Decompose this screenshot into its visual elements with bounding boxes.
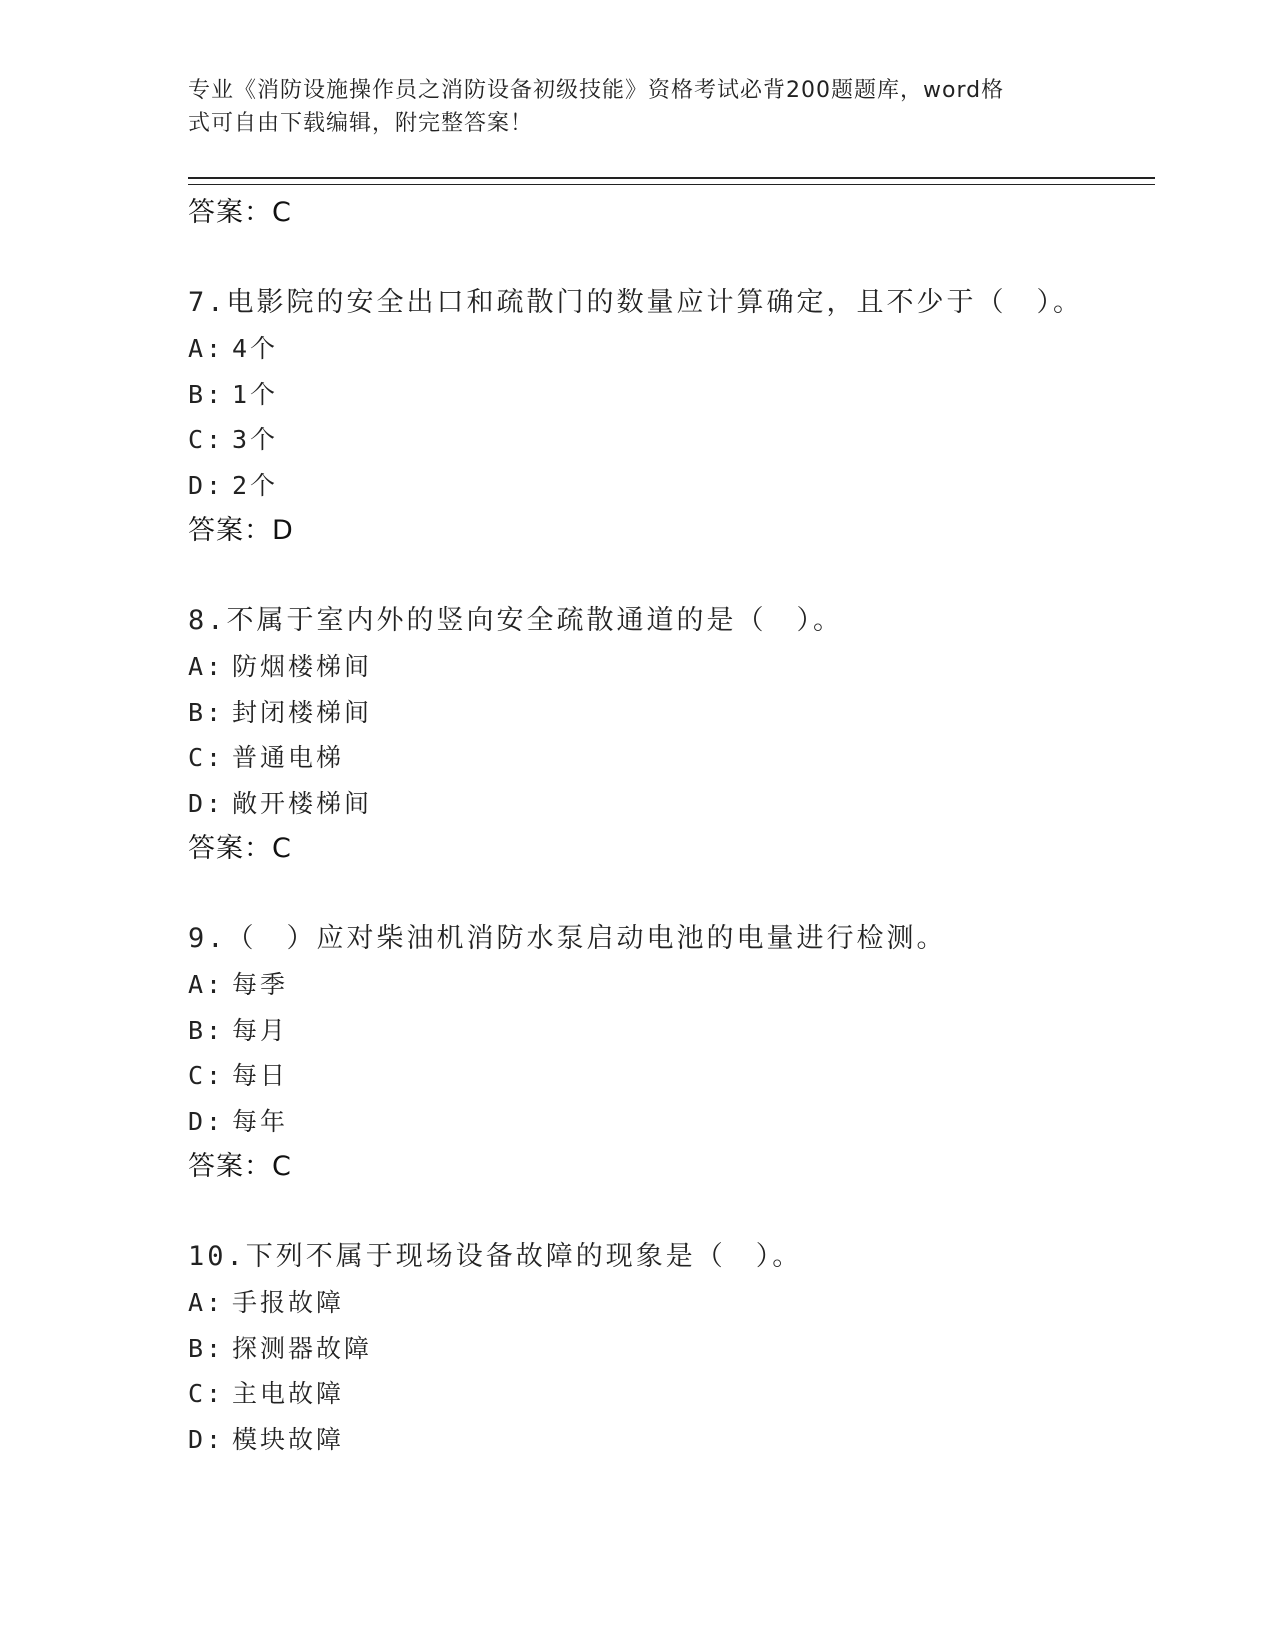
option-key: D:	[188, 470, 225, 500]
option-a	[188, 326, 1148, 372]
option-c	[188, 417, 1148, 463]
option-text: 2个	[232, 470, 279, 500]
option-text: 3个	[232, 425, 279, 454]
question-block	[188, 1234, 1148, 1462]
option-b	[188, 690, 1148, 736]
question-block	[188, 598, 1148, 872]
option-key: A:	[188, 652, 225, 681]
option-b	[188, 1326, 1148, 1372]
option-d	[188, 1417, 1148, 1463]
answer-line: 答案：C	[188, 833, 292, 864]
document-header	[188, 74, 1068, 140]
option-key: D:	[188, 1106, 225, 1136]
option-text: 每年	[232, 1106, 289, 1136]
option-b	[188, 1008, 1148, 1054]
question-title: 10.下列不属于现场设备故障的现象是（ ）。	[188, 1241, 803, 1272]
option-key: C:	[188, 1061, 225, 1090]
question-block	[188, 916, 1148, 1190]
option-key: D:	[188, 788, 225, 818]
option-c	[188, 735, 1148, 781]
answer-line: 答案：C	[188, 197, 292, 228]
option-a	[188, 644, 1148, 690]
answer-line: 答案：C	[188, 1151, 292, 1182]
option-text: 普通电梯	[232, 743, 345, 772]
header-line-1: 专业《消防设施操作员之消防设备初级技能》资格考试必背200题题库，word格	[188, 78, 1005, 103]
question-title: 9.（ ）应对柴油机消防水泵启动电池的电量进行检测。	[188, 923, 947, 954]
option-key: A:	[188, 970, 225, 999]
header-line-2: 式可自由下载编辑，附完整答案！	[188, 111, 534, 136]
option-key: C:	[188, 425, 225, 454]
option-c	[188, 1053, 1148, 1099]
option-text: 4个	[232, 334, 279, 363]
option-text: 封闭楼梯间	[232, 697, 373, 727]
option-a	[188, 962, 1148, 1008]
option-key: B:	[188, 1015, 225, 1045]
header-divider-thick	[188, 177, 1155, 179]
option-text: 探测器故障	[232, 1333, 373, 1363]
option-key: B:	[188, 697, 225, 727]
option-d	[188, 1099, 1148, 1145]
option-text: 敞开楼梯间	[232, 788, 373, 818]
option-a	[188, 1280, 1148, 1326]
option-text: 防烟楼梯间	[232, 652, 373, 681]
answer-line: 答案：D	[188, 515, 294, 546]
option-text: 主电故障	[232, 1379, 345, 1408]
option-text: 每月	[232, 1015, 289, 1045]
option-key: C:	[188, 1379, 225, 1408]
option-key: A:	[188, 334, 225, 363]
question-content	[188, 190, 1148, 1462]
option-b	[188, 372, 1148, 418]
option-key: B:	[188, 1333, 225, 1363]
option-text: 手报故障	[232, 1288, 345, 1317]
question-title: 8.不属于室内外的竖向安全疏散通道的是（ ）。	[188, 605, 844, 636]
option-key: C:	[188, 743, 225, 772]
header-divider-thin	[188, 184, 1155, 185]
question-block	[188, 280, 1148, 554]
option-text: 模块故障	[232, 1424, 345, 1454]
option-key: B:	[188, 379, 225, 409]
option-key: A:	[188, 1288, 225, 1317]
option-d	[188, 463, 1148, 509]
option-d	[188, 781, 1148, 827]
option-key: D:	[188, 1424, 225, 1454]
option-c	[188, 1371, 1148, 1417]
option-text: 每日	[232, 1061, 289, 1090]
option-text: 1个	[232, 379, 279, 409]
option-text: 每季	[232, 970, 289, 999]
question-title: 7.电影院的安全出口和疏散门的数量应计算确定，且不少于（ ）。	[188, 287, 1084, 318]
